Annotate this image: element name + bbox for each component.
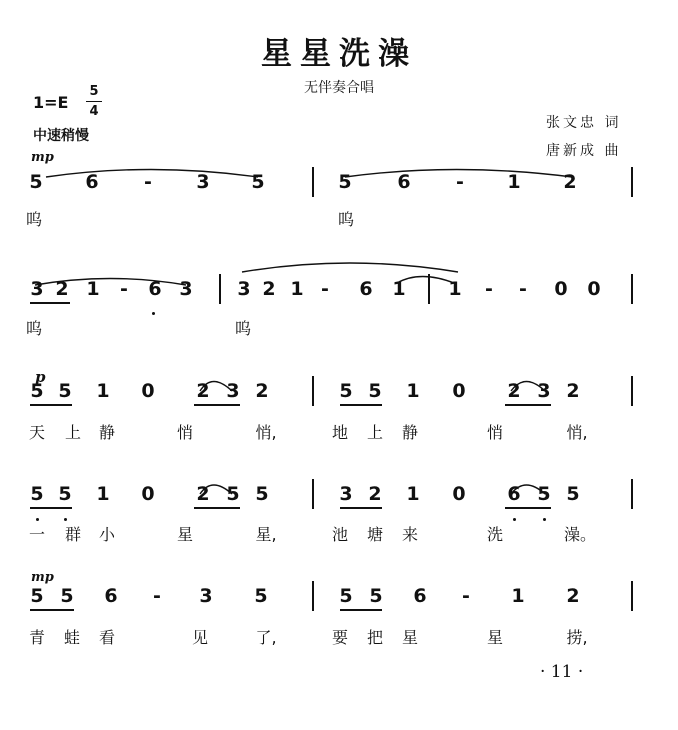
note: 3 — [226, 380, 240, 402]
note: 5 — [58, 380, 72, 402]
note: 0 — [452, 483, 466, 505]
lyric: 静 — [401, 423, 418, 442]
note: 6 — [104, 585, 118, 607]
lyric: 悄 — [176, 423, 193, 442]
note: 1 — [290, 278, 304, 300]
lyric: 呜 — [234, 319, 251, 338]
lyric: 天 — [28, 423, 45, 442]
note: 3 — [237, 278, 251, 300]
lyric: 呜 — [25, 319, 42, 338]
slur — [46, 170, 258, 178]
slur — [397, 277, 454, 284]
lyric: 一 — [28, 525, 45, 544]
note: 5 — [369, 585, 383, 607]
note: 1 — [392, 278, 406, 300]
note: - — [321, 278, 329, 300]
note: 5 — [60, 585, 74, 607]
lyric: 上 — [64, 423, 81, 442]
note: 1 — [96, 380, 110, 402]
note: 3 — [339, 483, 353, 505]
key-signature: 1=E — [33, 93, 69, 112]
note: 0 — [452, 380, 466, 402]
note: 5 — [339, 380, 353, 402]
lyricist-credit: 张文忠 词 — [546, 115, 622, 131]
slur — [511, 382, 545, 392]
lyric: 地 — [331, 423, 348, 442]
note: 5 — [30, 585, 44, 607]
note: 5 — [58, 483, 72, 505]
note: 6 — [85, 171, 99, 193]
note: 0 — [554, 278, 568, 300]
lyric: 小 — [98, 525, 115, 544]
lyric: 见 — [191, 628, 208, 647]
note: 5 — [30, 380, 44, 402]
slur — [35, 279, 186, 286]
note: 2 — [196, 380, 210, 402]
note: 2 — [566, 585, 580, 607]
note: 5 — [537, 483, 551, 505]
note: 5 — [251, 171, 265, 193]
note: 6 — [397, 171, 411, 193]
note: 1 — [86, 278, 100, 300]
note: 5 — [368, 380, 382, 402]
time-signature-top: 5 — [89, 84, 99, 99]
note: 5 — [255, 483, 269, 505]
note: 3 — [179, 278, 193, 300]
note: - — [462, 585, 470, 607]
slur — [200, 485, 232, 494]
dynamic-mark: mp — [31, 570, 54, 585]
note: 3 — [30, 278, 44, 300]
note: 6 — [413, 585, 427, 607]
note: 0 — [587, 278, 601, 300]
slur — [511, 485, 545, 494]
note: 3 — [199, 585, 213, 607]
note: 3 — [196, 171, 210, 193]
note: 5 — [29, 171, 43, 193]
lyric: 上 — [366, 423, 383, 442]
note: 2 — [563, 171, 577, 193]
song-subtitle: 无伴奏合唱 — [304, 80, 374, 96]
note: 0 — [141, 483, 155, 505]
note: 6 — [507, 483, 521, 505]
lyric: 悄, — [566, 423, 588, 442]
lyric: 星, — [255, 525, 277, 544]
note: 2 — [368, 483, 382, 505]
note: - — [519, 278, 527, 300]
note: 3 — [537, 380, 551, 402]
lyric: 星 — [486, 628, 503, 647]
lyric: 星 — [176, 525, 193, 544]
lyric: 池 — [331, 525, 348, 544]
note: 5 — [30, 483, 44, 505]
lyric: 悄, — [255, 423, 277, 442]
lyric: 要 — [331, 628, 348, 647]
lyric: 群 — [64, 525, 81, 544]
lyric: 澡。 — [564, 525, 597, 544]
dynamic-mark: mp — [31, 150, 54, 165]
note: 1 — [448, 278, 462, 300]
lyric: 把 — [366, 628, 383, 647]
note: 2 — [255, 380, 269, 402]
note: - — [485, 278, 493, 300]
lyric: 洗 — [486, 525, 503, 544]
lyric: 悄 — [486, 423, 503, 442]
note: 2 — [566, 380, 580, 402]
lyric: 塘 — [366, 525, 383, 544]
note: 5 — [566, 483, 580, 505]
slur — [242, 263, 458, 272]
note: 2 — [507, 380, 521, 402]
page-number: · 11 · — [540, 662, 584, 682]
lyric: 呜 — [25, 210, 42, 229]
dynamic-mark: p — [35, 368, 46, 386]
note: 2 — [55, 278, 69, 300]
note: 1 — [96, 483, 110, 505]
note: 6 — [148, 278, 162, 300]
lyric: 呜 — [337, 210, 354, 229]
lyric: 青 — [28, 628, 45, 647]
song-title: 星星洗澡 — [261, 36, 417, 72]
note: 1 — [511, 585, 525, 607]
note: 5 — [339, 585, 353, 607]
tempo-marking: 中速稍慢 — [33, 128, 89, 144]
lyric: 了, — [255, 628, 277, 647]
note: 2 — [262, 278, 276, 300]
lyric: 星 — [401, 628, 418, 647]
note: 5 — [226, 483, 240, 505]
note: 1 — [507, 171, 521, 193]
time-signature-bottom: 4 — [89, 104, 99, 119]
lyric: 看 — [98, 628, 115, 647]
lyric: 静 — [98, 423, 115, 442]
note: - — [456, 171, 464, 193]
note: 5 — [338, 171, 352, 193]
composer-credit: 唐新成 曲 — [546, 143, 622, 159]
slur — [345, 170, 572, 178]
lyric: 捞, — [566, 628, 588, 647]
note: 2 — [196, 483, 210, 505]
note: - — [153, 585, 161, 607]
note: - — [144, 171, 152, 193]
lyric: 蛙 — [63, 628, 80, 647]
note: 5 — [254, 585, 268, 607]
note: 6 — [359, 278, 373, 300]
note: - — [120, 278, 128, 300]
lyric: 来 — [401, 525, 418, 544]
slur — [200, 382, 232, 392]
note: 0 — [141, 380, 155, 402]
note: 1 — [406, 483, 420, 505]
note: 1 — [406, 380, 420, 402]
